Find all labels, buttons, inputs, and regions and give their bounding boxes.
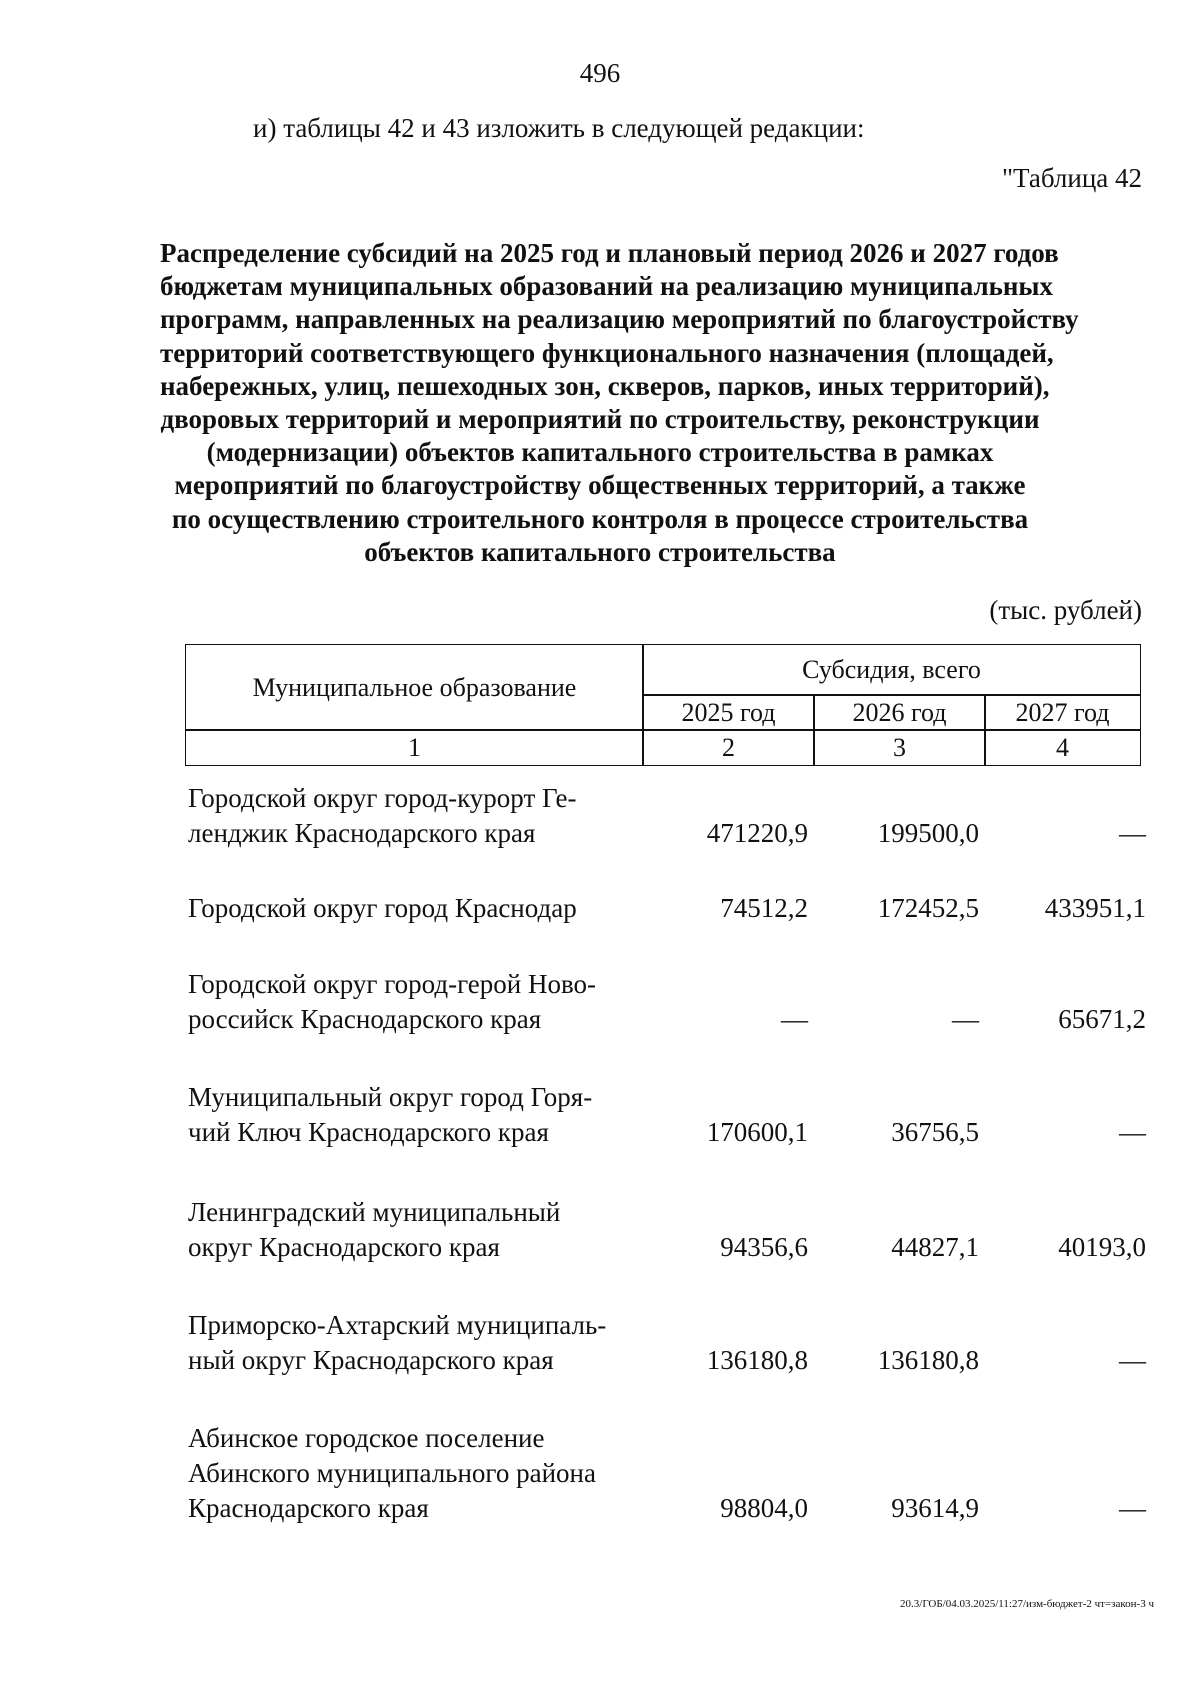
municipality-name-line: ленджик Краснодарского края: [188, 818, 536, 848]
unit-label: (тыс. рублей): [989, 595, 1142, 625]
municipality-name-line: Абинского муниципального района: [188, 1458, 596, 1488]
header-year-2025: 2025 год: [642, 694, 815, 731]
municipality-name-line: российск Краснодарского края: [188, 1004, 542, 1034]
municipality-name-line: чий Ключ Краснодарского края: [188, 1117, 549, 1147]
document-title: [160, 237, 1079, 569]
header-col-number-2: 2: [642, 729, 815, 766]
header-subsidy-total: Субсидия, всего: [642, 644, 1141, 696]
value-2025: 94356,6: [720, 1232, 808, 1262]
header-municipality: Муниципальное образование: [185, 644, 644, 731]
value-2027: —: [1119, 1117, 1146, 1147]
title-line: объектов капитального строительства: [364, 536, 836, 567]
municipality-name-line: Абинское городское поселение: [188, 1423, 545, 1453]
value-2026: 93614,9: [891, 1493, 979, 1523]
table-header: [185, 644, 1141, 768]
value-2027: 433951,1: [1044, 893, 1146, 923]
title-line: программ, направленных на реализацию мероприятий по благоустройству: [160, 304, 1079, 335]
municipality-name: [188, 1421, 618, 1526]
value-2025: 471220,9: [706, 818, 808, 848]
value-2027: —: [1119, 818, 1146, 848]
value-2025: 74512,2: [720, 893, 808, 923]
footer-document-code: 20.3/ГОБ/04.03.2025/11:27/изм-бюджет-2 чт=закон-3 ч: [900, 1598, 1154, 1610]
value-2025: 170600,1: [706, 1117, 808, 1147]
value-2026: 136180,8: [877, 1345, 979, 1375]
municipality-name: [188, 891, 618, 926]
municipality-name-line: ный округ Краснодарского края: [188, 1345, 554, 1375]
title-line: дворовых территорий и мероприятий по строительству, реконструкции: [160, 404, 1040, 435]
municipality-name-line: Приморско-Ахтарский муниципаль-: [188, 1310, 607, 1340]
value-2026: 44827,1: [891, 1232, 979, 1262]
municipality-name-line: Городской округ город-курорт Ге-: [188, 783, 577, 813]
value-2025: —: [781, 1004, 808, 1034]
title-line: Распределение субсидий на 2025 год и плановый период 2026 и 2027 годов: [160, 238, 1059, 268]
value-2027: —: [1119, 1345, 1146, 1375]
municipality-name-line: Городской округ город-герой Ново-: [188, 969, 597, 999]
value-2027: 65671,2: [1058, 1004, 1146, 1034]
municipality-name: [188, 1308, 618, 1378]
intro-text: и) таблицы 42 и 43 изложить в следующей редакции:: [253, 113, 865, 143]
value-2026: 36756,5: [891, 1117, 979, 1147]
municipality-name-line: Ленинградский муниципальный: [188, 1197, 561, 1227]
header-year-2026: 2026 год: [813, 694, 986, 731]
municipality-name-line: Муниципальный округ город Горя-: [188, 1082, 593, 1112]
header-col-number-1: 1: [185, 729, 644, 766]
municipality-name-line: Городской округ город Краснодар: [188, 893, 577, 923]
header-year-2027: 2027 год: [984, 694, 1141, 731]
title-line: набережных, улиц, пешеходных зон, скверов, парков, иных территорий),: [160, 370, 1050, 401]
table-label: "Таблица 42: [1002, 163, 1142, 193]
value-2026: 172452,5: [877, 893, 979, 923]
municipality-name: [188, 1080, 618, 1150]
title-line: мероприятий по благоустройству общественных территорий, а также: [174, 470, 1026, 501]
municipality-name-line: Краснодарского края: [188, 1493, 429, 1523]
header-col-number-3: 3: [813, 729, 986, 766]
title-line: (модернизации) объектов капитального строительства в рамках: [206, 437, 994, 468]
value-2027: —: [1119, 1493, 1146, 1523]
title-line: бюджетам муниципальных образований на реализацию муниципальных: [160, 271, 1054, 302]
value-2026: 199500,0: [877, 818, 979, 848]
value-2026: —: [952, 1004, 979, 1034]
header-col-number-4: 4: [984, 729, 1141, 766]
municipality-name: [188, 1195, 618, 1265]
title-line: территорий соответствующего функционального назначения (площадей,: [160, 337, 1054, 368]
municipality-name: [188, 781, 618, 851]
municipality-name: [188, 967, 618, 1037]
value-2025: 98804,0: [720, 1493, 808, 1523]
value-2025: 136180,8: [706, 1345, 808, 1375]
title-line: по осуществлению строительного контроля в процессе строительства: [171, 503, 1029, 534]
page-number: 496: [579, 58, 621, 88]
value-2027: 40193,0: [1058, 1232, 1146, 1262]
municipality-name-line: округ Краснодарского края: [188, 1232, 500, 1262]
